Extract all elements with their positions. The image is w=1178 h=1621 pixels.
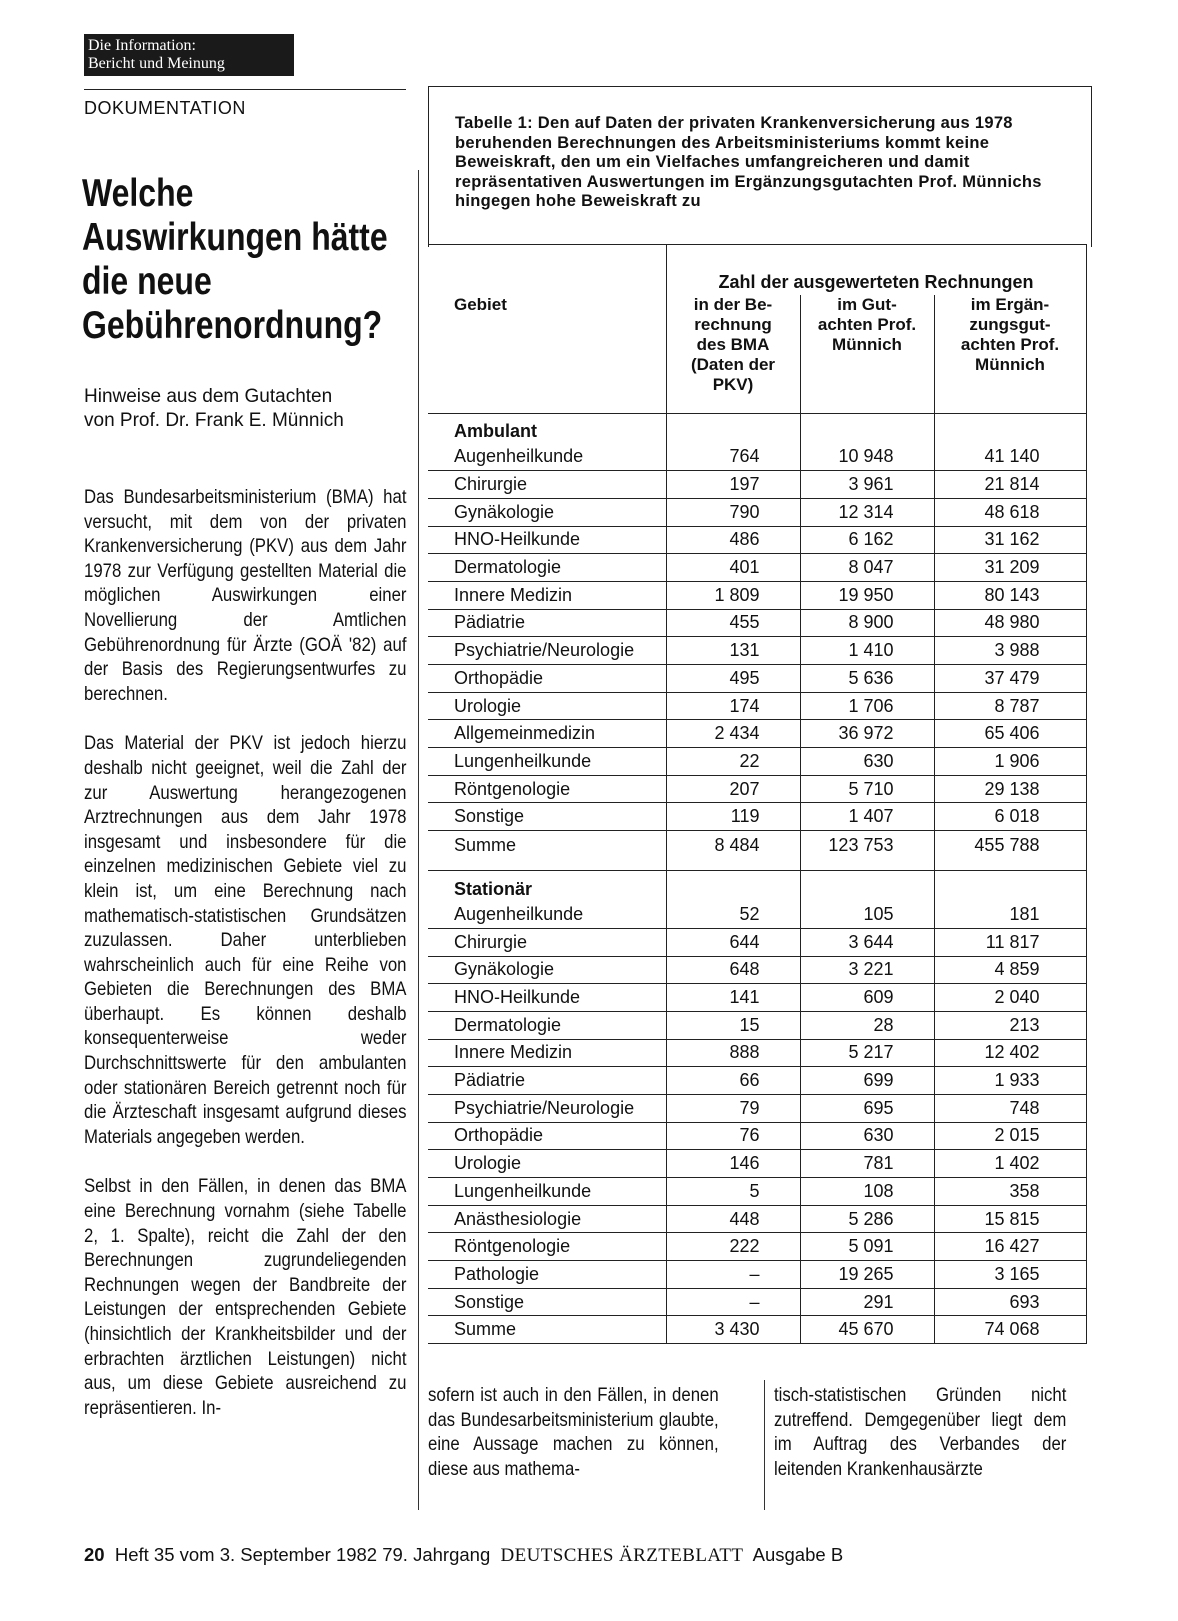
cell-count: 291	[800, 1288, 934, 1316]
title-line: Welche	[82, 172, 194, 215]
cell-gebiet: Orthopädie	[428, 665, 666, 693]
header-line: in der Be-	[693, 295, 773, 314]
table-row	[428, 1150, 1086, 1178]
cell-count: 213	[934, 1011, 1086, 1039]
table-row	[428, 748, 1086, 776]
col-header-ergaenzung	[934, 295, 1086, 413]
table-row	[428, 471, 1086, 499]
column-divider	[764, 1380, 765, 1510]
cell-count: 66	[666, 1067, 800, 1095]
cell-count: 80 143	[934, 581, 1086, 609]
data-table	[428, 244, 1087, 1344]
cell-gebiet: HNO-Heilkunde	[428, 984, 666, 1012]
header-line: (Daten der	[690, 355, 776, 374]
cell-count: 10 948	[800, 443, 934, 471]
cell-gebiet: Sonstige	[428, 803, 666, 831]
table-row	[428, 1067, 1086, 1095]
cell-gebiet: Dermatologie	[428, 1011, 666, 1039]
cell-gebiet: Lungenheilkunde	[428, 748, 666, 776]
cell-gebiet: Gynäkologie	[428, 956, 666, 984]
cell-count: 197	[666, 471, 800, 499]
table-row	[428, 720, 1086, 748]
table-row	[428, 1233, 1086, 1261]
cell-gebiet: Urologie	[428, 1150, 666, 1178]
table-row	[428, 1122, 1086, 1150]
cell-gebiet: Dermatologie	[428, 554, 666, 582]
cell-count: 3 430	[666, 1316, 800, 1344]
cell-gebiet: Augenheilkunde	[428, 901, 666, 929]
cell-count: 19 950	[800, 581, 934, 609]
table-row	[428, 928, 1086, 956]
cell-count: 495	[666, 665, 800, 693]
cell-count: 3 165	[934, 1261, 1086, 1289]
cell-count: 36 972	[800, 720, 934, 748]
table-row	[428, 1288, 1086, 1316]
cell-count: 648	[666, 956, 800, 984]
cell-count: 5	[666, 1178, 800, 1206]
cell-count: 141	[666, 984, 800, 1012]
cell-count: 8 787	[934, 692, 1086, 720]
cell-count: –	[666, 1261, 800, 1289]
cell-gebiet: Röntgenologie	[428, 1233, 666, 1261]
cell-count: 644	[666, 928, 800, 956]
header-blank	[428, 245, 666, 296]
cell-count: 695	[800, 1094, 934, 1122]
section-row	[428, 871, 1086, 901]
cell-count: 131	[666, 637, 800, 665]
section-cell	[934, 871, 1086, 901]
table-row	[428, 692, 1086, 720]
cell-gebiet: Augenheilkunde	[428, 443, 666, 471]
cell-count: 48 618	[934, 498, 1086, 526]
issue-info: Heft 35 vom 3. September 1982 79. Jahrgang	[114, 1544, 491, 1565]
cell-count: 448	[666, 1205, 800, 1233]
cell-gebiet: HNO-Heilkunde	[428, 526, 666, 554]
header-line: Münnich	[832, 335, 902, 354]
cell-count: 15	[666, 1011, 800, 1039]
cell-count: 699	[800, 1067, 934, 1095]
cell-count: 3 988	[934, 637, 1086, 665]
paragraph: Selbst in den Fällen, in denen das BMA eine Berechnung vornahm (siehe Tabelle 2, 1. Spalte), reicht die Zahl der den Berechnungen zugrundeliegenden Rechnungen wegen der Bandbreite der Leistungen der entsprechenden Gebiete (hinsichtlich der Krankheitsbilder und der erbrachten ärztlichen Leistungen) nicht aus, um diese Gebiete ausreichend zu repräsentieren. In-	[84, 1175, 407, 1419]
cell-count: 781	[800, 1150, 934, 1178]
cell-count: 12 314	[800, 498, 934, 526]
middle-column-text: sofern ist auch in den Fällen, in denen das Bundesarbeitsministerium glaubte, eine Aussage machen zu können, diese aus mathema-	[428, 1384, 719, 1480]
paragraph: Das Bundesarbeitsministerium (BMA) hat versucht, mit dem von der privaten Krankenversicherung (PKV) aus dem Jahr 1978 zur Verfügung gestellten Material die möglichen Auswirkungen einer Novellierung der Amtlichen Gebührenordnung für Ärzte (GOÄ '82) auf der Basis des Regierungsentwurfes zu berechnen.	[84, 486, 407, 705]
magazine-name: DEUTSCHES ÄRZTEBLATT	[500, 1545, 744, 1566]
section-label: DOKUMENTATION	[84, 98, 246, 118]
table-row	[428, 901, 1086, 929]
header-line: achten Prof.	[817, 315, 917, 334]
table-row	[428, 1261, 1086, 1289]
cell-count: 21 814	[934, 471, 1086, 499]
table-row	[428, 1205, 1086, 1233]
cell-count: 108	[800, 1178, 934, 1206]
sum-row	[428, 1316, 1086, 1344]
table-row	[428, 581, 1086, 609]
cell-count: 28	[800, 1011, 934, 1039]
table-row	[428, 775, 1086, 803]
subtitle-line: von Prof. Dr. Frank E. Münnich	[84, 410, 344, 431]
cell-count: 790	[666, 498, 800, 526]
col-header-gutachten	[800, 295, 934, 413]
cell-gebiet: Pathologie	[428, 1261, 666, 1289]
cell-count: 45 670	[800, 1316, 934, 1344]
article-subtitle	[84, 385, 414, 433]
section-cell	[934, 413, 1086, 443]
cell-count: 401	[666, 554, 800, 582]
cell-gebiet: Gynäkologie	[428, 498, 666, 526]
table-row	[428, 665, 1086, 693]
cell-gebiet: Sonstige	[428, 1288, 666, 1316]
cell-count: 693	[934, 1288, 1086, 1316]
article-title	[82, 172, 410, 348]
cell-count: 22	[666, 748, 800, 776]
cell-count: 609	[800, 984, 934, 1012]
title-line: die neue	[82, 260, 212, 303]
cell-count: 174	[666, 692, 800, 720]
cell-gebiet: Chirurgie	[428, 928, 666, 956]
cell-gebiet: Lungenheilkunde	[428, 1178, 666, 1206]
cell-count: 65 406	[934, 720, 1086, 748]
cell-count: 11 817	[934, 928, 1086, 956]
table-row	[428, 609, 1086, 637]
cell-count: 207	[666, 775, 800, 803]
table-row	[428, 526, 1086, 554]
badge-line-2: Bericht und Meinung	[88, 55, 225, 72]
section-cell	[800, 871, 934, 901]
cell-count: 5 636	[800, 665, 934, 693]
cell-count: 1 706	[800, 692, 934, 720]
header-rule	[84, 89, 406, 90]
cell-count: 5 217	[800, 1039, 934, 1067]
cell-count: 1 809	[666, 581, 800, 609]
table-row	[428, 956, 1086, 984]
cell-count: 2 040	[934, 984, 1086, 1012]
cell-count: 630	[800, 748, 934, 776]
cell-count: 41 140	[934, 443, 1086, 471]
cell-count: 15 815	[934, 1205, 1086, 1233]
col-header-gebiet-label: Gebiet	[454, 295, 507, 314]
cell-count: 146	[666, 1150, 800, 1178]
page-number: 20	[84, 1544, 105, 1565]
cell-count: 119	[666, 803, 800, 831]
cell-count: 37 479	[934, 665, 1086, 693]
cell-count: 888	[666, 1039, 800, 1067]
cell-count: 29 138	[934, 775, 1086, 803]
cell-gebiet: Pädiatrie	[428, 1067, 666, 1095]
cell-count: –	[666, 1288, 800, 1316]
cell-count: 8 484	[666, 831, 800, 871]
cell-gebiet: Allgemeinmedizin	[428, 720, 666, 748]
cell-count: 12 402	[934, 1039, 1086, 1067]
cell-gebiet: Innere Medizin	[428, 581, 666, 609]
cell-count: 8 047	[800, 554, 934, 582]
cell-gebiet: Pädiatrie	[428, 609, 666, 637]
cell-gebiet: Röntgenologie	[428, 775, 666, 803]
col-header-gebiet	[428, 295, 666, 413]
cell-count: 16 427	[934, 1233, 1086, 1261]
cell-count: 8 900	[800, 609, 934, 637]
cell-count: 2 015	[934, 1122, 1086, 1150]
header-line: des BMA	[696, 335, 770, 354]
cell-count: 74 068	[934, 1316, 1086, 1344]
subtitle-line: Hinweise aus dem Gutachten	[84, 386, 333, 407]
cell-count: 3 221	[800, 956, 934, 984]
cell-count: 6 162	[800, 526, 934, 554]
section-label: Stationär	[428, 871, 666, 901]
title-line: Auswirkungen hätte	[82, 216, 388, 259]
cell-count: 3 961	[800, 471, 934, 499]
cell-count: 79	[666, 1094, 800, 1122]
cell-gebiet: Anästhesiologie	[428, 1205, 666, 1233]
cell-count: 1 410	[800, 637, 934, 665]
cell-count: 222	[666, 1233, 800, 1261]
header-line: zungsgut-	[969, 315, 1051, 334]
group-header: Zahl der ausgewerteten Rechnungen	[666, 245, 1086, 296]
cell-count: 123 753	[800, 831, 934, 871]
header-badge	[84, 34, 294, 76]
cell-count: 1 933	[934, 1067, 1086, 1095]
col-header-bma	[666, 295, 800, 413]
cell-count: 105	[800, 901, 934, 929]
cell-count: 748	[934, 1094, 1086, 1122]
cell-count: 52	[666, 901, 800, 929]
cell-count: 31 209	[934, 554, 1086, 582]
table-body	[428, 413, 1086, 1344]
cell-count: 630	[800, 1122, 934, 1150]
cell-gebiet: Psychiatrie/Neurologie	[428, 1094, 666, 1122]
cell-count: 1 402	[934, 1150, 1086, 1178]
header-line: achten Prof.	[960, 335, 1060, 354]
cell-count: 4 859	[934, 956, 1086, 984]
section-row	[428, 413, 1086, 443]
section-cell	[666, 413, 800, 443]
cell-count: 1 906	[934, 748, 1086, 776]
cell-gebiet: Urologie	[428, 692, 666, 720]
cell-count: 76	[666, 1122, 800, 1150]
sum-row	[428, 831, 1086, 871]
cell-count: 455 788	[934, 831, 1086, 871]
cell-count: 3 644	[800, 928, 934, 956]
table-caption: Tabelle 1: Den auf Daten der privaten Krankenversicherung aus 1978 beruhenden Berechnungen des Arbeitsministeriums kommt keine Beweiskraft, den um ein Vielfaches umfangreicheren und damit repräsentativen Auswertungen im Ergänzungsgutachten Prof. Münnichs hingegen hohe Beweiskraft zu	[455, 114, 1042, 211]
cell-count: 6 018	[934, 803, 1086, 831]
section-label: Ambulant	[428, 413, 666, 443]
cell-count: 486	[666, 526, 800, 554]
cell-gebiet: Summe	[428, 831, 666, 871]
cell-count: 5 710	[800, 775, 934, 803]
header-line: im Gut-	[837, 295, 897, 314]
cell-gebiet: Innere Medizin	[428, 1039, 666, 1067]
column-divider	[418, 170, 419, 1510]
cell-count: 48 980	[934, 609, 1086, 637]
cell-gebiet: Orthopädie	[428, 1122, 666, 1150]
badge-line-1: Die Information:	[88, 37, 196, 54]
section-cell	[666, 871, 800, 901]
section-cell	[800, 413, 934, 443]
right-column-text: tisch-statistischen Gründen nicht zutreffend. Demgegenüber liegt dem im Auftrag des Verbandes der leitenden Krankenhausärzte	[774, 1384, 1067, 1480]
table-row	[428, 1039, 1086, 1067]
title-line: Gebührenordnung?	[82, 304, 383, 347]
cell-gebiet: Summe	[428, 1316, 666, 1344]
cell-gebiet: Chirurgie	[428, 471, 666, 499]
header-line: im Ergän-	[970, 295, 1050, 314]
cell-count: 31 162	[934, 526, 1086, 554]
cell-count: 764	[666, 443, 800, 471]
cell-count: 358	[934, 1178, 1086, 1206]
cell-count: 2 434	[666, 720, 800, 748]
table-row	[428, 1178, 1086, 1206]
header-line: PKV)	[712, 375, 754, 394]
table-row	[428, 803, 1086, 831]
header-line: Münnich	[975, 355, 1045, 374]
header-line: rechnung	[694, 315, 772, 334]
table-row	[428, 554, 1086, 582]
cell-count: 5 286	[800, 1205, 934, 1233]
table-row	[428, 984, 1086, 1012]
paragraph: Das Material der PKV ist jedoch hierzu deshalb nicht geeignet, weil die Zahl der zur Auswertung herangezogenen Arztrechnungen aus dem Jahr 1978 insgesamt und insbesondere für die einzelnen medizinischen Gebiete viel zu klein ist, um eine Berechnung nach mathematisch-statistischen Grundsätzen zuzulassen. Daher unterblieben wahrscheinlich auch für eine Reihe von Gebieten die Berechnungen des BMA überhaupt. Es können deshalb konsequenterweise weder Durchschnittswerte für den ambulanten oder stationären Bereich getrennt noch für die Ärzteschaft insgesamt aufgrund dieses Materials angegeben werden.	[84, 732, 407, 1148]
table-1	[428, 86, 1092, 1356]
table-row	[428, 498, 1086, 526]
table-row	[428, 1011, 1086, 1039]
cell-count: 19 265	[800, 1261, 934, 1289]
table-row	[428, 443, 1086, 471]
edition: Ausgabe B	[752, 1544, 844, 1565]
table-caption-frame	[428, 86, 1092, 247]
cell-gebiet: Psychiatrie/Neurologie	[428, 637, 666, 665]
table-row	[428, 1094, 1086, 1122]
page-footer	[84, 1544, 843, 1567]
cell-count: 1 407	[800, 803, 934, 831]
cell-count: 5 091	[800, 1233, 934, 1261]
left-column-text	[84, 485, 407, 1445]
cell-count: 181	[934, 901, 1086, 929]
table-row	[428, 637, 1086, 665]
cell-count: 455	[666, 609, 800, 637]
